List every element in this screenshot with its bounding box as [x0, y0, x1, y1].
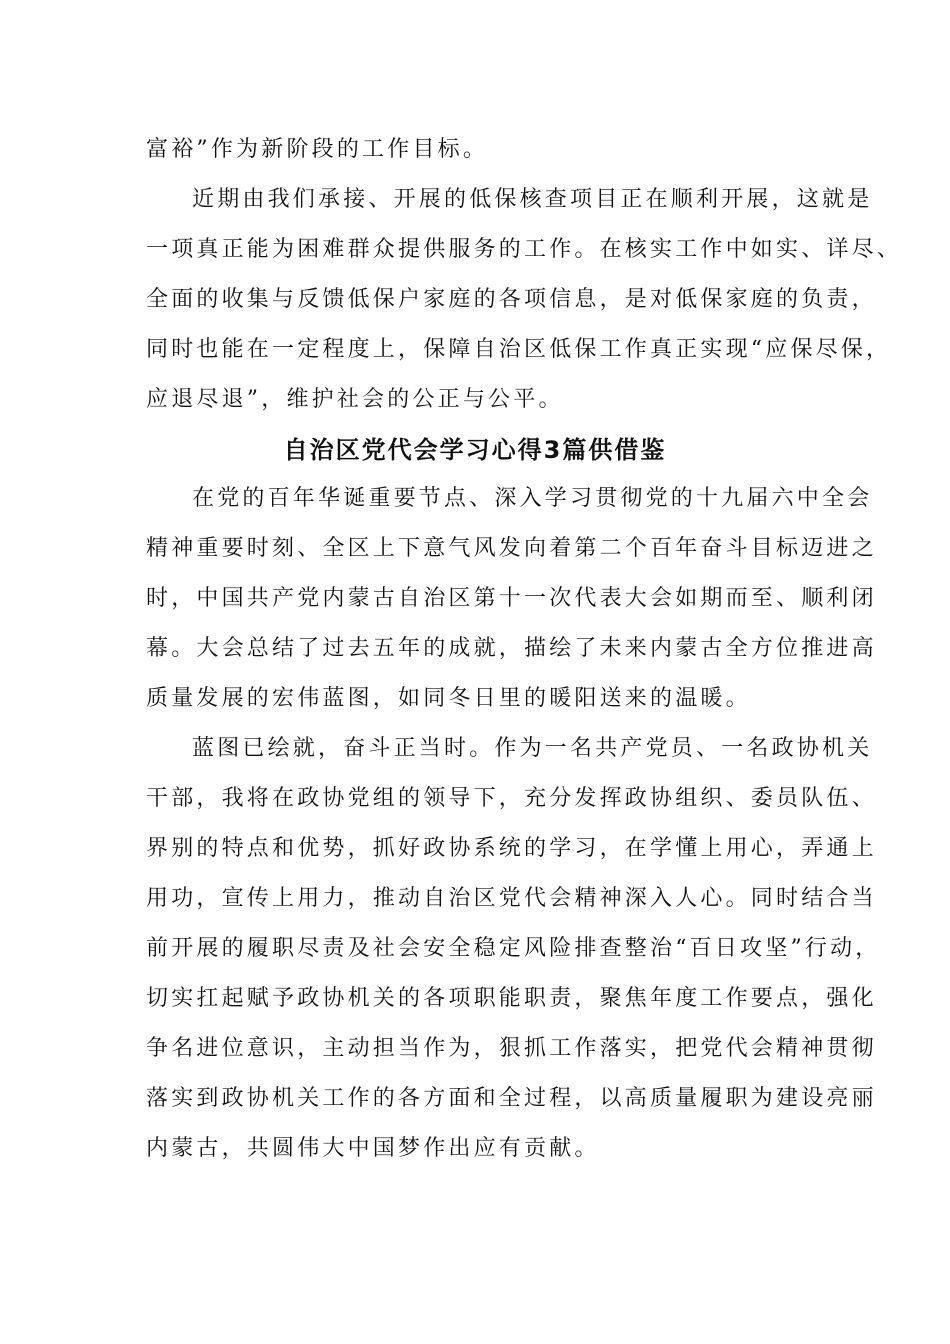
paragraph-line: 争名进位意识，主动担当作为，狠抓工作落实，把党代会精神贯彻	[146, 1036, 877, 1061]
article-title: 自治区党代会学习心得3篇供借鉴	[283, 436, 667, 464]
paragraph-line: 幕。大会总结了过去五年的成就，描绘了未来内蒙古全方位推进高	[146, 636, 877, 661]
paragraph-line: 全面的收集与反馈低保户家庭的各项信息，是对低保家庭的负责，	[146, 287, 877, 312]
paragraph-line: 一项真正能为困难群众提供服务的工作。在核实工作中如实、详尽、	[146, 237, 903, 262]
paragraph-line: 内蒙古，共圆伟大中国梦作出应有贡献。	[146, 1136, 600, 1161]
paragraph-line: 近期由我们承接、开展的低保核查项目正在顺利开展，这就是	[192, 187, 873, 212]
paragraph-line: 前开展的履职尽责及社会安全稳定风险排查整治“百日攻坚”行动，	[146, 936, 881, 961]
paragraph-line: 在党的百年华诞重要节点、深入学习贯彻党的十九届六中全会	[192, 486, 873, 511]
paragraph-line: 同时也能在一定程度上，保障自治区低保工作真正实现“应保尽保，	[146, 337, 892, 362]
paragraph-line: 精神重要时刻、全区上下意气风发向着第二个百年奋斗目标迈进之	[146, 536, 877, 561]
paragraph-line: 用功，宣传上用力，推动自治区党代会精神深入人心。同时结合当	[146, 886, 877, 911]
paragraph-line: 干部，我将在政协党组的领导下，充分发挥政协组织、委员队伍、	[146, 786, 877, 811]
paragraph-line: 界别的特点和优势，抓好政协系统的学习，在学懂上用心，弄通上	[146, 836, 877, 861]
paragraph-line: 时，中国共产党内蒙古自治区第十一次代表大会如期而至、顺利闭	[146, 586, 877, 611]
paragraph-line: 富裕”作为新阶段的工作目标。	[146, 137, 489, 162]
paragraph-line: 切实扛起赋予政协机关的各项职能职责，聚焦年度工作要点，强化	[146, 986, 877, 1011]
paragraph-line: 质量发展的宏伟蓝图，如同冬日里的暖阳送来的温暖。	[146, 686, 751, 711]
paragraph-line: 应退尽退”，维护社会的公正与公平。	[146, 387, 564, 412]
paragraph-line: 蓝图已绘就，奋斗正当时。作为一名共产党员、一名政协机关	[192, 736, 873, 761]
paragraph-line: 落实到政协机关工作的各方面和全过程，以高质量履职为建设亮丽	[146, 1086, 877, 1111]
